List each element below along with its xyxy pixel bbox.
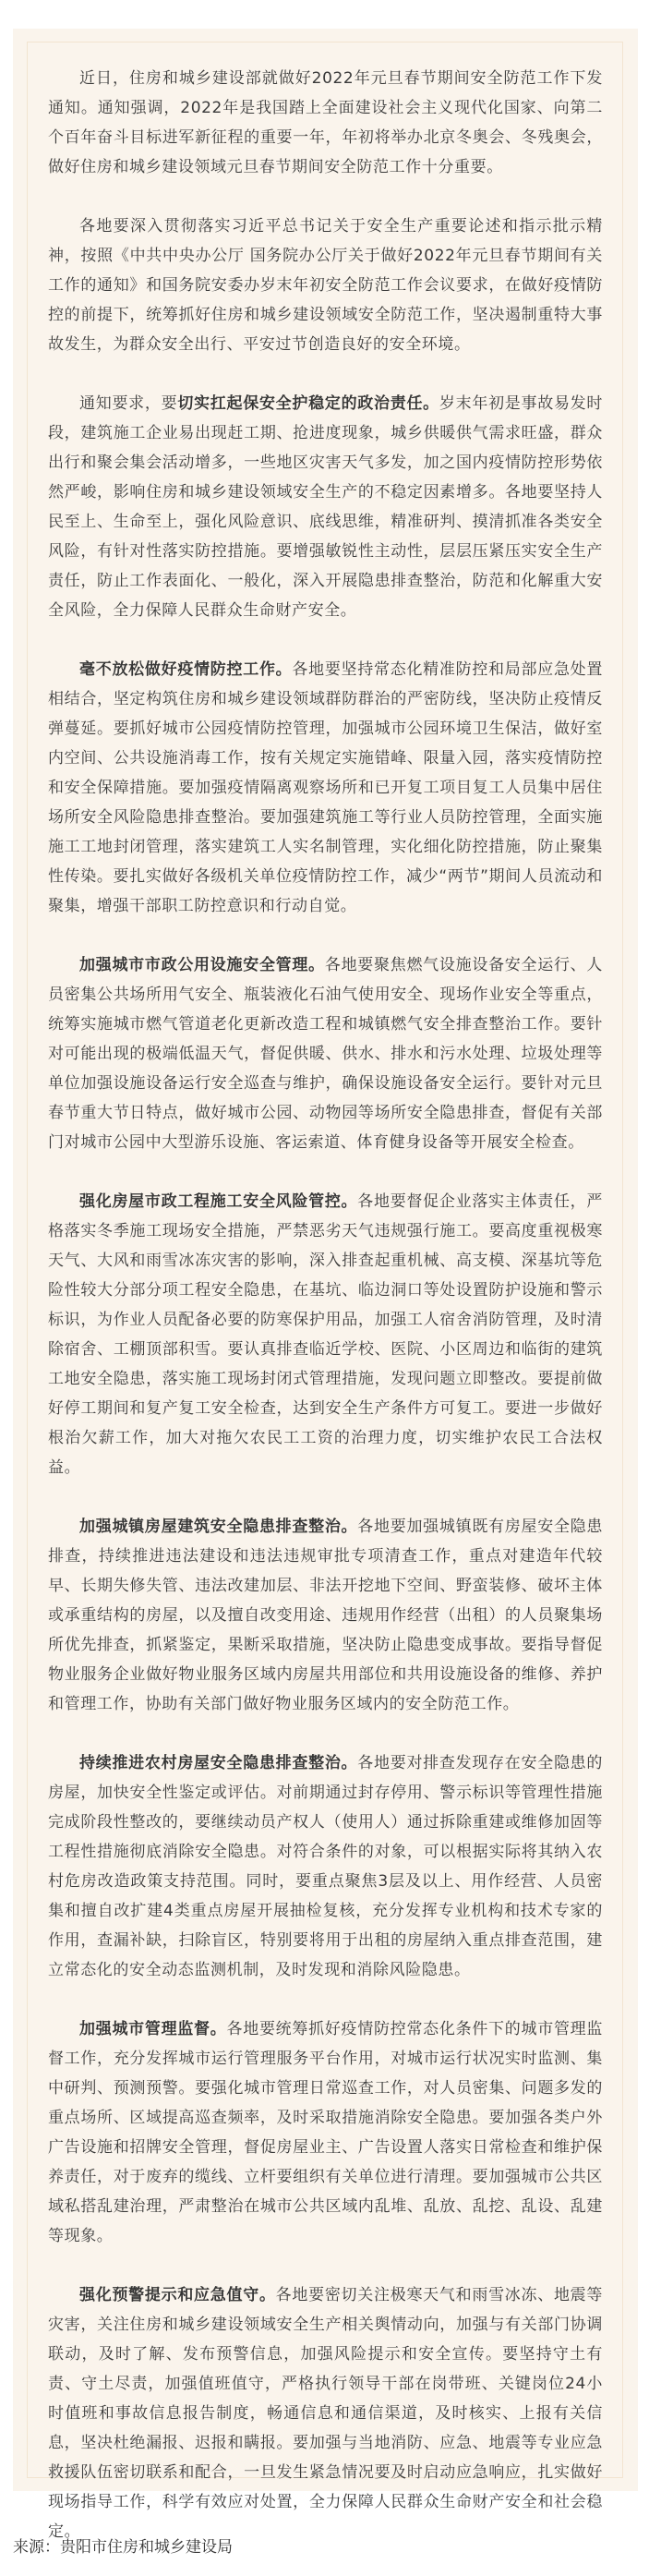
article-body (48, 64, 603, 2576)
paragraph-heading: 强化预警提示和应急值守。 (79, 2286, 276, 2304)
paragraph-text: 各地要坚持常态化精准防控和局部应急处置相结合，坚定构筑住房和城乡建设领域群防群治的严密防线，坚决防止疫情反弹蔓延。要抓好城市公园疫情防控管理，加强城市公园环境卫生保洁，做好室内空间、公共设施消毒工作，按有关规定实施错峰、限量入园，落实疫情防控和安全保障措施。要加强疫情隔离观察场所和已开复工项目复工人员集中居住场所安全风险隐患排查整治。要加强建筑施工等行业人员防控管理，全面实施施工工地封闭管理，落实建筑工人实名制管理，实化细化防控措施，防止聚集性传染。要扎实做好各级机关单位疫情防控工作，减少“两节”期间人员流动和聚集，增强干部职工防控意识和行动自觉。 (48, 660, 603, 915)
paragraph-urban-management (48, 2014, 603, 2251)
paragraph-text: 各地要密切关注极寒天气和雨雪冰冻、地震等灾害，关注住房和城乡建设领域安全生产相关舆情动向，加强与有关部门协调联动，及时了解、发布预警信息，加强风险提示和安全宣传。要坚持守土有责、守土尽责，加强值班值守，严格执行领导干部在岗带班、关键岗位24小时值班和事故信息报告制度，畅通信息和通信渠道，及时核实、上报有关信息，坚决杜绝漏报、迟报和瞒报。要加强与当地消防、应急、地震等专业应急救援队伍密切联系和配合，一旦发生紧急情况要及时启动应急响应，扎实做好现场指导工作，科学有效应对处置，全力保障人民群众生命财产安全和社会稳定。 (48, 2286, 603, 2541)
paragraph-text: 各地要加强城镇既有房屋安全隐患排查，持续推进违法建设和违法违规审批专项清查工作，重点对建造年代较早、长期失修失管、违法改建加层、非法开挖地下空间、野蛮装修、破坏主体或承重结构的房屋，以及擅自改变用途、违规用作经营（出租）的人员聚集场所优先排查，抓紧鉴定，果断采取措施，坚决防止隐患变成事故。要指导督促物业服务企业做好物业服务区域内房屋共用部位和共用设施设备的维修、养护和管理工作，协助有关部门做好物业服务区域内的安全防范工作。 (48, 1518, 603, 1713)
paragraph-epidemic-control (48, 655, 603, 921)
paragraph-heading: 加强城市管理监督。 (79, 2020, 227, 2038)
paragraph-heading: 加强城市市政公用设施安全管理。 (79, 956, 325, 974)
paragraph-prefix: 通知要求，要 (79, 394, 178, 413)
paragraph-text: 各地要深入贯彻落实习近平总书记关于安全生产重要论述和指示批示精神，按照《中共中央办公厅 国务院办公厅关于做好2022年元旦春节期间有关工作的通知》和国务院安委办岁末年初安全防范工作会议要求，在做好疫情防控的前提下，统筹抓好住房和城乡建设领域安全防范工作，坚决遏制重特大事故发生，为群众安全出行、平安过节创造良好的安全环境。 (48, 217, 603, 354)
article-frame (27, 42, 623, 2541)
paragraph-text: 各地要聚焦燃气设施设备安全运行、人员密集公共场所用气安全、瓶装液化石油气使用安全、现场作业安全等重点，统筹实施城市燃气管道老化更新改造工程和城镇燃气安全排查整治工作。要针对可能出现的极端低温天气，督促供暖、供水、排水和污水处理、垃圾处理等单位加强设施设备运行安全巡查与维护，确保设施设备安全运行。要针对元旦春节重大节日特点，做好城市公园、动物园等场所安全隐患排查，督促有关部门对城市公园中大型游乐设施、客运索道、体育健身设备等开展安全检查。 (48, 956, 604, 1152)
paragraph-heading: 切实扛起保安全护稳定的政治责任。 (177, 394, 439, 413)
paragraph-text: 岁末年初是事故易发时段，建筑施工企业易出现赶工期、抢进度现象，城乡供暖供气需求旺盛，群众出行和聚会集会活动增多，一些地区灾害天气多发，加之国内疫情防控形势依然严峻，影响住房和城乡建设领域安全生产的不稳定因素增多。各地要坚持人民至上、生命至上，强化风险意识、底线思维，精准研判、摸清抓准各类安全风险，有针对性落实防控措施。要增强敏锐性主动性，层层压紧压实安全生产责任，防止工作表面化、一般化，深入开展隐患排查整治，防范和化解重大安全风险，全力保障人民群众生命财产安全。 (48, 394, 604, 620)
paragraph-construction-risk (48, 1187, 603, 1482)
paragraph-emergency-duty (48, 2280, 603, 2546)
paragraph-heading: 持续推进农村房屋安全隐患排查整治。 (79, 1754, 358, 1772)
paragraph-text: 各地要统筹抓好疫情防控常态化条件下的城市管理监督工作，充分发挥城市运行管理服务平台作用，对城市运行状况实时监测、集中研判、预测预警。要强化城市管理日常巡查工作，对人员密集、问题多发的重点场所、区域提高巡查频率，及时采取措施消除安全隐患。要加强各类户外广告设施和招牌安全管理，督促房屋业主、广告设置人落实日常检查和维护保养责任，对于废弃的缆线、立杆要组织有关单位进行清理。要加强城市公共区域私搭乱建治理，严肃整治在城市公共区域内乱堆、乱放、乱挖、乱设、乱建等现象。 (48, 2020, 603, 2245)
paragraph-intro (48, 64, 603, 182)
paragraph-urban-housing (48, 1512, 603, 1719)
paragraph-political-responsibility (48, 389, 603, 625)
paragraph-text: 各地要对排查发现存在安全隐患的房屋，加快安全性鉴定或评估。对前期通过封存停用、警示标识等管理性措施完成阶段性整改的，要继续动员产权人（使用人）通过拆除重建或维修加固等工程性措施彻底消除安全隐患。对符合条件的对象，可以根据实际将其纳入农村危房改造政策支持范围。同时，要重点聚焦3层及以上、用作经营、人员密集和擅自改扩建4类重点房屋开展抽检复核，充分发挥专业机构和技术专家的作用，查漏补缺，扫除盲区，特别要将用于出租的房屋纳入重点排查范围，建立常态化的安全动态监测机制，及时发现和消除风险隐患。 (48, 1754, 603, 1979)
article-card (13, 29, 638, 2541)
paragraph-municipal-facilities (48, 950, 603, 1157)
paragraph-heading: 毫不放松做好疫情防控工作。 (79, 660, 293, 679)
paragraph-heading: 加强城镇房屋建筑安全隐患排查整治。 (79, 1518, 358, 1536)
paragraph-guidance (48, 212, 603, 359)
paragraph-text: 近日，住房和城乡建设部就做好2022年元旦春节期间安全防范工作下发通知。通知强调，2022年是我国踏上全面建设社会主义现代化国家、向第二个百年奋斗目标进军新征程的重要一年，年初将举办北京冬奥会、冬残奥会，做好住房和城乡建设领域元旦春节期间安全防范工作十分重要。 (48, 69, 603, 176)
paragraph-rural-housing (48, 1748, 603, 1985)
paragraph-text: 各地要督促企业落实主体责任，严格落实冬季施工现场安全措施，严禁恶劣天气违规强行施工。要高度重视极寒天气、大风和雨雪冰冻灾害的影响，深入排查起重机械、高支模、深基坑等危险性较大分部分项工程安全隐患，在基坑、临边洞口等处设置防护设施和警示标识，为作业人员配备必要的防寒保护用品，加强工人宿舍消防管理，及时清除宿舍、工棚顶部积雪。要认真排查临近学校、医院、小区周边和临街的建筑工地安全隐患，落实施工现场封闭式管理措施，发现问题立即整改。要提前做好停工期间和复产复工安全检查，达到安全生产条件方可复工。要进一步做好根治欠薪工作，加大对拖欠农民工工资的治理力度，切实维护农民工合法权益。 (48, 1192, 603, 1477)
paragraph-heading: 强化房屋市政工程施工安全风险管控。 (79, 1192, 358, 1211)
article-source: 来源：贵阳市住房和城乡建设局 (13, 2538, 233, 2557)
